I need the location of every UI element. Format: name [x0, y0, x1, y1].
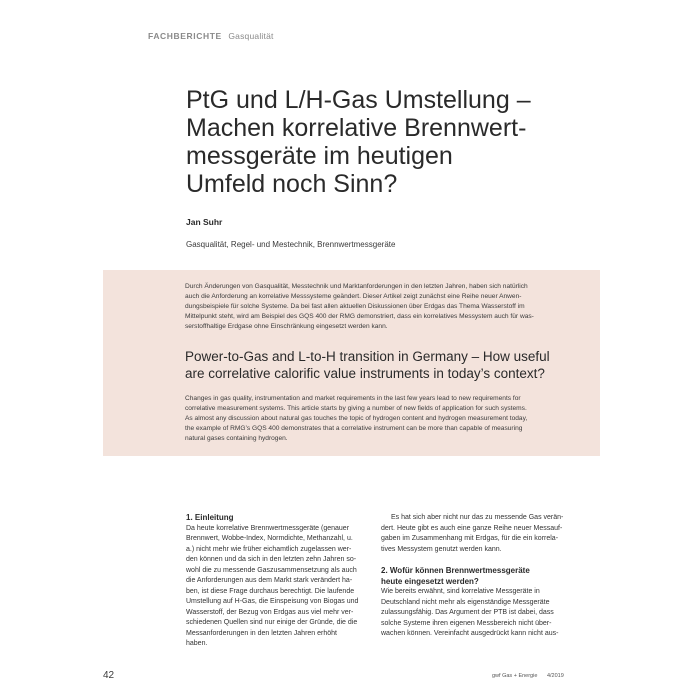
- body-line: wachen können. Vereinfacht ausgedrückt kann nicht aus-: [381, 630, 559, 637]
- subsection-label: Gasqualität: [228, 31, 274, 41]
- keywords: Gasqualität, Regel- und Mestechnik, Brennwertmessgeräte: [186, 240, 396, 249]
- body-line: a.) nicht mehr wie früher eichamtlich zugelassen wer-: [186, 545, 352, 553]
- abstract-german: [185, 282, 585, 332]
- abstract-line: correlative measurement systems. This article starts by giving a number of new fields of application for such systems.: [185, 405, 527, 412]
- english-title: [185, 348, 595, 382]
- article-title: [186, 86, 626, 198]
- abstract-line: Mittelpunkt steht, wird am Beispiel des GQS 400 der RMG demonstriert, dass ein korrelatives Messystem auch für was-: [185, 313, 534, 320]
- body-column-left: [186, 513, 376, 650]
- english-title-line: are correlative calorific value instruments in today’s context?: [185, 366, 545, 381]
- body-line: Deutschland nicht mehr als eigenständige Messgeräte: [381, 598, 550, 606]
- heading-line: heute eingesetzt werden?: [381, 576, 479, 586]
- heading-line: 2. Wofür können Brennwertmessgeräte: [381, 566, 530, 575]
- journal-name: gwf Gas + Energie: [492, 673, 538, 679]
- section-label: FACHBERICHTE: [148, 31, 222, 41]
- body-line: tives Messystem genutzt werden kann.: [381, 545, 502, 553]
- body-line: Messanforderungen in den letzten Jahren erhöht: [186, 629, 337, 637]
- running-header: [148, 31, 274, 41]
- body-line: Da heute korrelative Brennwertmessgeräte (genauer: [186, 524, 350, 532]
- title-line: Machen korrelative Brennwert-: [186, 114, 527, 142]
- title-line: messgeräte im heutigen: [186, 142, 453, 170]
- issue-number: 4/2019: [546, 673, 564, 679]
- abstract-line: Durch Änderungen von Gasqualität, Messtechnik und Marktanforderungen in den letzten Jahren, haben sich natürlich: [185, 283, 528, 290]
- body-line: zulassungsfähig. Das Argument der PTB ist dabei, dass: [381, 609, 554, 616]
- author-name: Jan Suhr: [186, 217, 223, 227]
- body-line: gaben im Zusammenhang mit Erdgas, für die ein korrela-: [381, 535, 559, 542]
- page-number: 42: [103, 670, 115, 681]
- body-line: Umstellung auf H-Gas, die Einspeisung von Biogas und: [186, 598, 359, 605]
- body-line: solche Systeme ihren eigenen Messbereich nicht über-: [381, 619, 552, 627]
- body-line: ben, ist diese Frage durchaus berechtigt. Die laufende: [186, 587, 355, 595]
- body-line: haben.: [186, 640, 208, 647]
- abstract-line: auch die Anforderung an korrelative Messsysteme geändert. Dieser Artikel zeigt zunächst eine Reihe neuer Anwen-: [185, 293, 522, 300]
- section-heading: [381, 566, 581, 587]
- body-line: schiedenen Quellen sind nur einige der Gründe, die die: [186, 619, 358, 626]
- english-title-line: Power-to-Gas and L-to-H transition in Germany – How useful: [185, 349, 550, 364]
- abstract-line: As almost any discussion about natural gas touches the topic of hydrogen content and hydrogen measurement today,: [185, 415, 528, 422]
- body-line: den können und da sich in den letzten zehn Jahren so-: [186, 556, 357, 563]
- title-line: PtG und L/H-Gas Umstellung –: [186, 86, 531, 114]
- abstract-line: serstoffhaltige Erdgase ohne Einschränkung eingesetzt werden kann.: [185, 323, 388, 330]
- section-heading: [186, 513, 376, 524]
- body-column-right: [381, 513, 581, 640]
- title-line: Umfeld noch Sinn?: [186, 170, 398, 198]
- body-line: Es hat sich aber nicht nur das zu messende Gas verän-: [391, 514, 564, 521]
- abstract-line: Changes in gas quality, instrumentation and market requirements in the last few years lead to new requirements for: [185, 395, 521, 402]
- abstract-box: [103, 270, 600, 456]
- journal-footer: [492, 673, 564, 679]
- abstract-line: dungsbeispiele für solche Systeme. Da bei fast allen aktuellen Diskussionen über Erdgas das Thema Wasserstoff im: [185, 303, 525, 310]
- body-line: dert. Heute gibt es auch eine ganze Reihe neuer Messauf-: [381, 524, 563, 532]
- body-line: die Anforderungen aus dem Markt stark verändert ha-: [186, 577, 353, 584]
- body-line: Wasserstoff, der Bezug von Erdgas aus viel mehr ver-: [186, 608, 354, 616]
- body-line: Wie bereits erwähnt, sind korrelative Messgeräte in: [381, 588, 540, 595]
- abstract-english: [185, 394, 595, 444]
- abstract-line: natural gases containing hydrogen.: [185, 435, 288, 442]
- abstract-line: the example of RMG’s GQS 400 demonstrates that a correlative instrument can be more than capable of measuring: [185, 425, 523, 432]
- body-line: wohl die zu messende Gaszusammensetzung als auch: [186, 566, 357, 574]
- body-line: Brennwert, Wobbe-Index, Normdichte, Methanzahl, u.: [186, 535, 353, 542]
- heading-line: 1. Einleitung: [186, 513, 234, 522]
